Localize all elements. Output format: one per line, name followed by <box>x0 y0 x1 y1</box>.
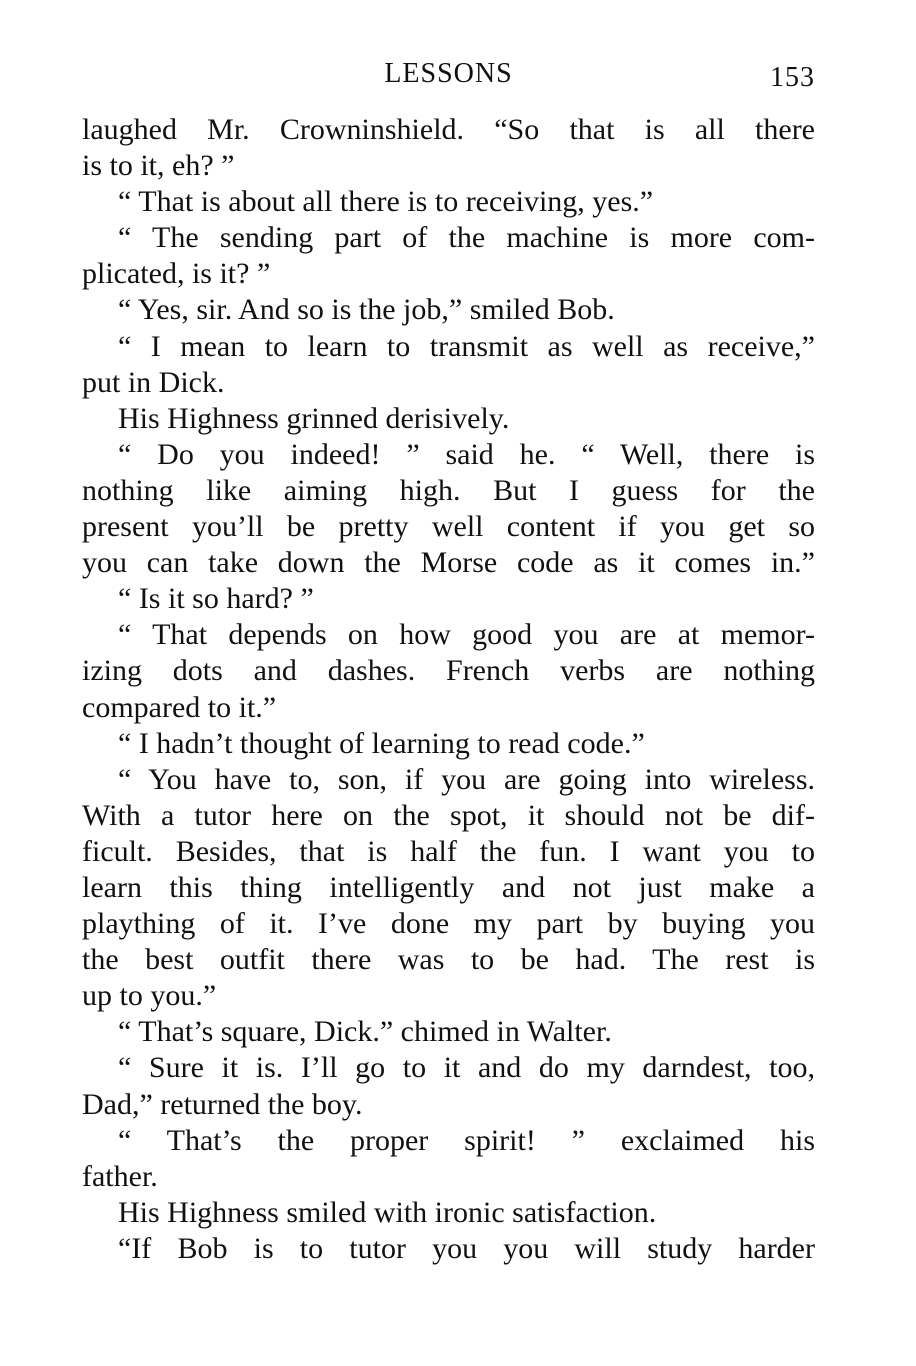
text-line: up to you.” <box>82 979 217 1013</box>
text-line: learn this thing intelligently and not just make a <box>82 870 815 904</box>
text-line: “ I hadn’t thought of learning to read code.” <box>118 726 645 760</box>
text-line: “ Do you indeed! ” said he. “ Well, there is <box>118 437 815 471</box>
text-line: “ That’s the proper spirit! ” exclaimed his <box>118 1123 815 1157</box>
text-line: Dad,” returned the boy. <box>82 1087 363 1121</box>
text-line: “ I mean to learn to transmit as well as receive,” <box>118 329 815 363</box>
text-line: present you’ll be pretty well content if you get so <box>82 510 815 544</box>
text-line: you can take down the Morse code as it comes in.” <box>82 546 815 580</box>
text-line: ficult. Besides, that is half the fun. I want you to <box>82 834 815 868</box>
page-number: 153 <box>770 62 815 93</box>
text-line: plicated, is it? ” <box>82 257 271 291</box>
text-line: “ You have to, son, if you are going into wireless. <box>118 762 815 796</box>
text-line: plaything of it. I’ve done my part by buying you <box>82 907 815 941</box>
text-line: “ The sending part of the machine is more com- <box>118 221 815 255</box>
text-line: izing dots and dashes. French verbs are nothing <box>82 654 815 688</box>
text-line: His Highness smiled with ironic satisfaction. <box>118 1195 657 1229</box>
text-line: laughed Mr. Crowninshield. “So that is all there <box>82 113 815 146</box>
text-line: “If Bob is to tutor you you will study harder <box>118 1231 815 1265</box>
page-header <box>82 54 815 94</box>
text-line: “ Yes, sir. And so is the job,” smiled Bob. <box>118 293 615 327</box>
text-line: put in Dick. <box>82 365 225 399</box>
text-line: is to it, eh? ” <box>82 149 235 183</box>
text-line: “ Sure it is. I’ll go to it and do my darndest, too, <box>118 1051 815 1085</box>
text-line: “ That depends on how good you are at memor- <box>118 618 815 652</box>
text-line: “ Is it so hard? ” <box>118 582 314 616</box>
text-line: “ That is about all there is to receiving, yes.” <box>118 185 654 219</box>
body-text <box>82 112 815 1267</box>
text-line: compared to it.” <box>82 690 277 724</box>
text-line: father. <box>82 1159 158 1193</box>
running-head: LESSONS <box>384 58 513 89</box>
text-line: nothing like aiming high. But I guess for the <box>82 473 815 507</box>
text-line: With a tutor here on the spot, it should not be dif- <box>82 798 815 832</box>
text-line: “ That’s square, Dick.” chimed in Walter. <box>118 1015 612 1049</box>
text-line: His Highness grinned derisively. <box>118 401 510 435</box>
text-line: the best outfit there was to be had. The rest is <box>82 943 815 977</box>
